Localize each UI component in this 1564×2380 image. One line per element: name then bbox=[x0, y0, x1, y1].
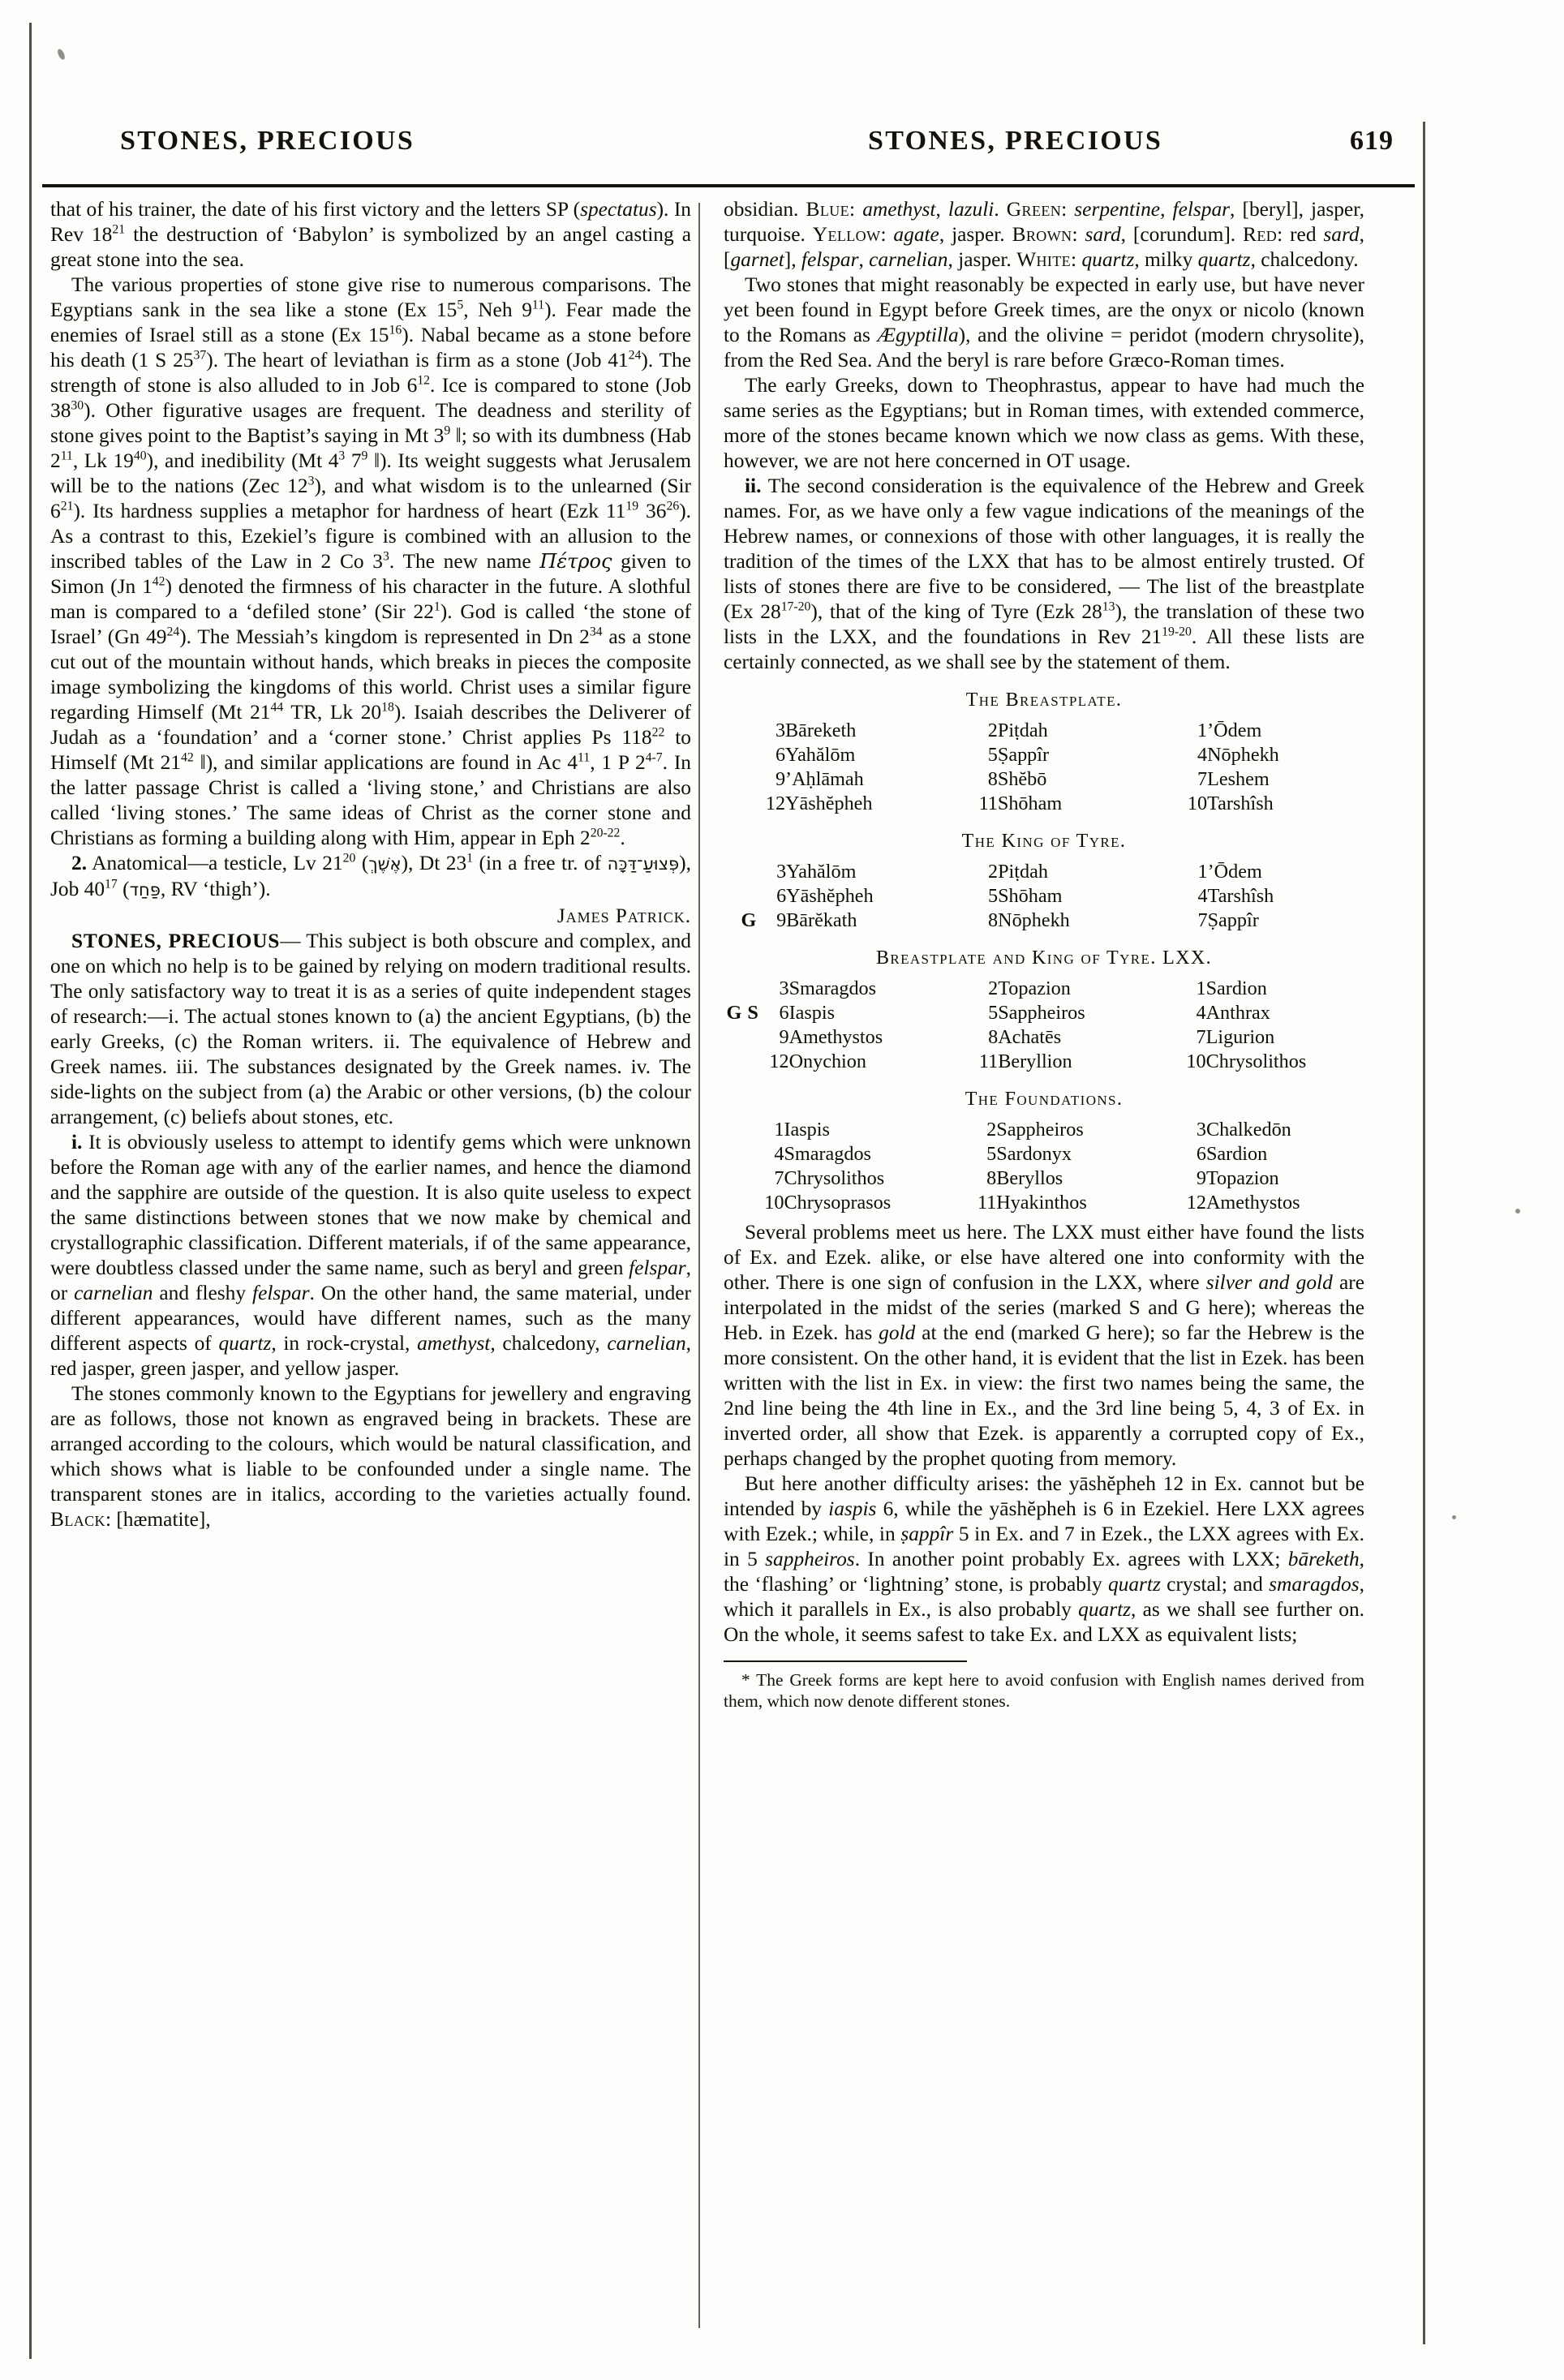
stone-table bbox=[724, 946, 1364, 1074]
stone-name: Ṣappîr bbox=[1207, 909, 1259, 931]
stone-marker bbox=[724, 1118, 754, 1142]
stone-name: Amethystos bbox=[1205, 1192, 1300, 1214]
stone-name: Sardonyx bbox=[996, 1143, 1072, 1165]
stone-name: Nōphekh bbox=[1207, 744, 1279, 766]
stone-index: 6 bbox=[779, 1002, 789, 1024]
table-row bbox=[724, 1166, 1364, 1191]
stone-name: Onychion bbox=[788, 1050, 866, 1072]
paragraph: The various properties of stone give rise to numerous comparisons. The Egyptians sank in the sea like a stone (Ex $15^5$, Neh $9^{11}$). Fear made the enemies of Israel still as a stone (Ex $15^{16}$). Nabal became as a stone before his death (1 S $25^{37}$). The heart of leviathan is firm as a stone (Job $41^{24}$). The strength of stone is also alluded to in Job $6^{12}$. Ice is compared to stone (Job $38^{30}$). Other figurative usages are frequent. The deadness and sterility of stone gives point to the Baptist’s saying in Mt $3^9$ ‖; so with its dumbness (Hab $2^{11}$, Lk $19^{40}$), and inedibility (Mt $4^3$ $7^9$ ‖). Its weight suggests what Jerusalem will be to the nations (Zec $12^3$), and what wisdom is to the unlearned (Sir $6^{21}$). Its hardness supplies a metaphor for hardness of heart (Ezk $11^{19}$ $36^{26}$). As a contrast to this, Ezekiel’s figure is combined with an allusion to the inscribed tables of the Law in 2 Co $3^3$. The new name Πέτρος given to Simon (Jn $1^{42}$) denoted the firmness of his character in the future. A slothful man is compared to a ‘defiled stone’ (Sir $22^1$). God is called ‘the stone of Israel’ (Gn $49^{24}$). The Messiah’s kingdom is represented in Dn $2^{34}$ as a stone cut out of the mountain without hands, which breaks in pieces the composite image symbolizing the kingdoms of this world. Christ uses a similar figure regarding Himself (Mt $21^{44}$ TR, Lk $20^{18}$). Isaiah describes the Deliverer of Judah as a ‘foundation’ and a ‘corner stone.’ Christ applies Ps $118^{22}$ to Himself (Mt $21^{42}$ ‖), and similar applications are found in Ac $4^{11}$, 1 P 2$^{4-7}$. In the latter passage Christ is called a ‘living stone,’ and Christians are also called ‘living stones.’ The same ideas of Christ as the corner stone and Christians as forming a building along with Him, appear in Eph 2$^{20-22}$. bbox=[50, 273, 692, 849]
stone-name: Ṣappîr bbox=[997, 744, 1050, 766]
stone-index: 12 bbox=[769, 1050, 789, 1072]
stone-marker bbox=[1146, 977, 1176, 1001]
stone-index: 2 bbox=[988, 977, 999, 999]
stone-marker bbox=[724, 1050, 758, 1074]
stone-marker: G S bbox=[726, 1002, 759, 1024]
running-head-right: STONES, PRECIOUS bbox=[868, 126, 1163, 156]
stone-name: Chalkedōn bbox=[1205, 1119, 1291, 1141]
stone-marker bbox=[936, 1191, 966, 1215]
stone-index: 1 bbox=[1197, 861, 1208, 883]
entry-paragraph: i. It is obviously useless to attempt to identify gems which were unknown before the Roman age with any of the earlier names, and hence the diamond and the sapphire are outside of the question. It is also quite useless to expect the same distinctions between stones that we now make by chemical and crystallographic classification. Different materials, if of the same appearance, were doubtless classed under the same name, such as beryl and green felspar, or carnelian and fleshy felspar. On the other hand, the same material, under different appearances, would have different names, such as the many different aspects of quartz, in rock-crystal, amethyst, chalcedony, carnelian, red jasper, green jasper, and yellow jasper. bbox=[50, 1131, 691, 1380]
stone-marker bbox=[936, 719, 967, 743]
page-number: 619 bbox=[1350, 126, 1394, 156]
table-row bbox=[724, 743, 1364, 767]
entry-title: STONES, PRECIOUS bbox=[71, 930, 281, 952]
stone-marker bbox=[724, 1025, 758, 1050]
stone-marker bbox=[936, 1118, 966, 1142]
stone-name: Tarshîsh bbox=[1207, 793, 1274, 814]
stone-name: Yahălōm bbox=[786, 861, 857, 883]
stone-index: 6 bbox=[1196, 1143, 1206, 1165]
stone-index: 2 bbox=[988, 861, 999, 883]
stone-index: 9 bbox=[1196, 1167, 1206, 1189]
stone-index: 5 bbox=[988, 1002, 999, 1024]
stone-name: Amethystos bbox=[788, 1026, 883, 1048]
entry-paragraph bbox=[50, 929, 691, 1130]
stone-table-title: The Foundations. bbox=[965, 1089, 1124, 1110]
stone-marker bbox=[936, 743, 967, 767]
stone-name: Achatēs bbox=[998, 1026, 1062, 1048]
paragraph: 2. Anatomical—a testicle, Lv $21^{20}$ (אֶשֶׁךְ), Dt $23^1$ (in a free tr. of פְּצוּעַ־דַּכָּה), Job $40^{17}$ (פַּחַד, RV ‘thigh’). bbox=[50, 851, 691, 900]
stone-marker: G bbox=[741, 909, 757, 931]
stone-marker bbox=[937, 860, 968, 884]
stone-name: Shĕbō bbox=[997, 768, 1047, 790]
stone-index: 9 bbox=[779, 1026, 789, 1048]
table-row bbox=[724, 1118, 1364, 1142]
stone-table-grid bbox=[724, 860, 1364, 933]
page-border-left bbox=[29, 23, 32, 2359]
stone-table-title: Breastplate and King of Tyre. LXX. bbox=[875, 947, 1213, 969]
stone-index: 7 bbox=[1197, 909, 1208, 931]
stone-name: Yāshĕpheh bbox=[786, 885, 874, 907]
stone-marker bbox=[1147, 909, 1178, 933]
stone-index: 1 bbox=[1196, 977, 1206, 999]
table-row bbox=[724, 1191, 1364, 1215]
stone-table-grid bbox=[724, 1118, 1364, 1215]
table-row bbox=[724, 719, 1364, 743]
page-border-right bbox=[1423, 122, 1425, 2344]
scan-speck bbox=[1515, 1209, 1520, 1214]
stone-name: Yahălōm bbox=[785, 744, 856, 766]
stone-index: 4 bbox=[1196, 1002, 1206, 1024]
stone-marker bbox=[724, 860, 757, 884]
stone-name: Leshem bbox=[1207, 768, 1270, 790]
paragraph: The early Greeks, down to Theophrastus, appear to have had much the same series as the Egyptians; but in Roman times, with extended commerce, more of the stones became known which we now class as gems. With these, however, we are not here concerned in OT usage. bbox=[724, 374, 1364, 472]
stone-index: 11 bbox=[977, 1192, 997, 1214]
table-row bbox=[724, 1050, 1364, 1074]
stone-index: 4 bbox=[774, 1143, 784, 1165]
stone-index: 7 bbox=[1196, 1026, 1206, 1048]
stone-name: Smaragdos bbox=[788, 977, 877, 999]
left-column bbox=[50, 197, 691, 1532]
table-row bbox=[724, 1025, 1364, 1050]
stone-index: 11 bbox=[978, 793, 998, 814]
stone-marker bbox=[936, 1142, 966, 1166]
table-row bbox=[724, 1001, 1364, 1025]
stone-index: 10 bbox=[1187, 793, 1208, 814]
stone-name: Hyakinthos bbox=[996, 1192, 1087, 1214]
stone-index: 4 bbox=[1197, 744, 1208, 766]
paragraph: Two stones that might reasonably be expected in early use, but have never yet been found in Egypt before Greek times, are the onyx or nicolo (known to the Romans as Ægyptilla), and the olivine = peridot (modern chrysolite), from the Red Sea. And the beryl is rare before Græco-Roman times. bbox=[724, 273, 1364, 372]
right-column bbox=[724, 197, 1364, 1712]
entry-body: — This subject is both obscure and complex, and one on which no help is to be gained by relying on modern traditional results. The only satisfactory way to treat it is as a series of quite independent stages of research:—i. The actual stones known to (a) the ancient Egyptians, (b) the early Greeks, (c) the Roman writers. ii. The equivalence of Hebrew and Greek names. iii. The substances designated by the Greek names. iv. The side-lights on the subject from (a) the Arabic or other versions, (b) the colour arrangement, (c) beliefs about stones, etc. bbox=[50, 930, 691, 1128]
stone-name: Nōphekh bbox=[998, 909, 1070, 931]
stone-marker bbox=[724, 719, 754, 743]
stone-table bbox=[724, 1087, 1364, 1215]
stone-marker bbox=[724, 1142, 754, 1166]
author-signature: James Patrick. bbox=[556, 905, 691, 927]
stone-marker bbox=[1145, 1166, 1175, 1191]
table-row bbox=[724, 1142, 1364, 1166]
stone-marker bbox=[939, 1050, 969, 1074]
stone-table-title: The King of Tyre. bbox=[961, 831, 1127, 852]
stone-name: Ligurion bbox=[1205, 1026, 1275, 1048]
footnote-rule bbox=[724, 1660, 967, 1662]
stone-marker bbox=[1145, 1142, 1175, 1166]
stone-marker bbox=[1145, 1118, 1175, 1142]
stone-name: Beryllion bbox=[998, 1050, 1072, 1072]
stone-name: Smaragdos bbox=[784, 1143, 871, 1165]
stone-index: 12 bbox=[1186, 1192, 1206, 1214]
stone-name: Bāreketh bbox=[785, 720, 857, 741]
stone-index: 1 bbox=[1197, 720, 1208, 741]
stone-index: 3 bbox=[1196, 1119, 1206, 1141]
table-row bbox=[724, 884, 1364, 909]
stone-marker bbox=[937, 884, 968, 909]
stone-marker bbox=[724, 1166, 754, 1191]
stone-name: Bārĕkath bbox=[786, 909, 857, 931]
stone-table-grid bbox=[724, 977, 1364, 1074]
stone-name: Yāshĕpheh bbox=[785, 793, 873, 814]
stone-marker bbox=[1146, 1001, 1176, 1025]
stone-marker bbox=[1145, 767, 1176, 792]
table-row bbox=[724, 767, 1364, 792]
stone-table-title: The Breastplate. bbox=[965, 690, 1123, 711]
stone-index: 7 bbox=[1197, 768, 1208, 790]
stone-index: 10 bbox=[764, 1192, 784, 1214]
stone-index: 5 bbox=[986, 1143, 997, 1165]
scan-speck bbox=[56, 48, 66, 61]
stone-index: 3 bbox=[779, 977, 789, 999]
stone-marker bbox=[724, 767, 754, 792]
stone-table-grid bbox=[724, 719, 1364, 816]
stone-index: 3 bbox=[775, 720, 786, 741]
stone-marker bbox=[936, 767, 967, 792]
paragraph: that of his trainer, the date of his first victory and the letters SP (spectatus). In Rev $18^{21}$ the destruction of ‘Babylon’ is symbolized by an angel casting a great stone into the sea. bbox=[50, 198, 691, 271]
stone-name: Beryllos bbox=[996, 1167, 1063, 1189]
stone-marker bbox=[1145, 719, 1176, 743]
stone-name: Piṭdah bbox=[998, 861, 1048, 883]
stone-marker bbox=[1145, 743, 1176, 767]
stone-index: 8 bbox=[988, 909, 999, 931]
stone-index: 3 bbox=[776, 861, 787, 883]
stone-name: Sappheiros bbox=[998, 1002, 1085, 1024]
stone-marker bbox=[1145, 1191, 1175, 1215]
paragraph: But here another difficulty arises: the yāshĕpheh 12 in Ex. cannot but be intended by iaspis 6, while the yāshĕpheh is 6 in Ezekiel. Here LXX agrees with Ezek.; while, in ṣappîr 5 in Ex. and 7 in Ezek., the LXX agrees with Ex. in 5 sappheiros. In another point probably Ex. agrees with LXX; bāreketh, the ‘flashing’ or ‘lightning’ stone, is probably quartz crystal; and smaragdos, which it parallels in Ex., is also probably quartz, as we shall see further on. On the whole, it seems safest to take Ex. and LXX as equivalent lists; bbox=[724, 1472, 1365, 1646]
stone-index: 4 bbox=[1197, 885, 1208, 907]
stone-name: Sardion bbox=[1205, 1143, 1268, 1165]
stone-name: ’Ōdem bbox=[1207, 861, 1262, 883]
stone-name: Topazion bbox=[998, 977, 1071, 999]
footnote-text: * The Greek forms are kept here to avoid confusion with English names derived from them, which now denote different stones. bbox=[724, 1670, 1364, 1712]
stone-marker bbox=[724, 884, 757, 909]
stone-index: 8 bbox=[987, 768, 998, 790]
stone-marker bbox=[724, 1191, 754, 1215]
stone-index: 6 bbox=[775, 744, 786, 766]
stone-name: Chrysolithos bbox=[1205, 1050, 1307, 1072]
stone-marker bbox=[937, 909, 968, 933]
stone-marker bbox=[939, 977, 969, 1001]
table-row bbox=[724, 909, 1364, 933]
column-divider bbox=[698, 203, 700, 2328]
stone-marker bbox=[1147, 884, 1178, 909]
stone-index: 8 bbox=[986, 1167, 997, 1189]
table-row bbox=[724, 860, 1364, 884]
stone-index: 5 bbox=[988, 885, 999, 907]
stone-index: 5 bbox=[987, 744, 998, 766]
stone-marker bbox=[1146, 1025, 1176, 1050]
paragraph: Several problems meet us here. The LXX must either have found the lists of Ex. and Ezek. alike, or else have altered one into conformity with the other. There is one sign of confusion in the LXX, where silver and gold are interpolated in the midst of the series (marked S and G here); whereas the Heb. in Ezek. has gold at the end (marked G here); so far the Hebrew is the more consistent. On the other hand, it is evident that the list in Ezek. has been written with the list in Ex. in view: the first two names being the same, the 2nd line being the 4th line in Ex., and the 3rd line being 5, 4, 3 of Ex. in inverted order, all show that Ezek. is apparently a corrupted copy of Ex., perhaps changed by the prophet quoting from memory. bbox=[724, 1221, 1364, 1470]
stone-index: 12 bbox=[765, 793, 786, 814]
footnote bbox=[724, 1669, 1364, 1712]
stone-lists bbox=[724, 688, 1364, 1215]
stone-index: 8 bbox=[988, 1026, 999, 1048]
stone-index: 11 bbox=[978, 1050, 999, 1072]
stone-marker bbox=[724, 977, 758, 1001]
stone-index: 1 bbox=[774, 1119, 784, 1141]
stone-name: Anthrax bbox=[1205, 1002, 1270, 1024]
stone-name: Topazion bbox=[1205, 1167, 1279, 1189]
stone-name: Chrysolithos bbox=[784, 1167, 885, 1189]
stone-marker bbox=[1147, 860, 1178, 884]
table-row bbox=[724, 792, 1364, 816]
stone-name: Chrysoprasos bbox=[784, 1192, 892, 1214]
stone-table bbox=[724, 688, 1364, 816]
stone-name: Piṭdah bbox=[997, 720, 1048, 741]
stone-index: 2 bbox=[986, 1119, 997, 1141]
entry-paragraph: The stones commonly known to the Egyptians for jewellery and engraving are as follows, those not known as engraved being in brackets. These are arranged according to the colours, which would be natural classification, and which shows what is liable to be confounded under a single name. The transparent stones are in italics, according to the varieties actually found. Black: [hæmatite], bbox=[50, 1382, 691, 1531]
stone-index: 6 bbox=[776, 885, 787, 907]
stone-marker bbox=[936, 792, 967, 816]
stone-index: 9 bbox=[775, 768, 786, 790]
stone-name: Iaspis bbox=[788, 1002, 836, 1024]
stone-name: Shōham bbox=[997, 793, 1063, 814]
stone-marker bbox=[1145, 792, 1176, 816]
running-head bbox=[57, 126, 1428, 176]
table-row bbox=[724, 977, 1364, 1001]
stone-name: ’Ōdem bbox=[1207, 720, 1262, 741]
stone-table bbox=[724, 829, 1364, 933]
stone-marker bbox=[1146, 1050, 1176, 1074]
scan-speck bbox=[1452, 1515, 1456, 1519]
stone-index: 2 bbox=[987, 720, 998, 741]
stone-marker bbox=[724, 743, 754, 767]
head-rule bbox=[42, 184, 1415, 187]
stone-marker bbox=[939, 1001, 969, 1025]
stone-marker bbox=[936, 1166, 966, 1191]
stone-name: Shōham bbox=[998, 885, 1063, 907]
stone-index: 9 bbox=[776, 909, 787, 931]
paragraph: obsidian. Blue: amethyst, lazuli. Green: serpentine, felspar, [beryl], jasper, turquoise. Yellow: agate, jasper. Brown: sard, [corundum]. Red: red sard, [garnet], felspar, carnelian, jasper. White: quartz, milky quartz, chalcedony. bbox=[724, 198, 1364, 271]
stone-marker bbox=[939, 1025, 969, 1050]
stone-marker bbox=[724, 792, 754, 816]
stone-name: Sappheiros bbox=[996, 1119, 1084, 1141]
stone-index: 10 bbox=[1186, 1050, 1206, 1072]
stone-name: Tarshîsh bbox=[1207, 885, 1274, 907]
paragraph: ii. The second consideration is the equivalence of the Hebrew and Greek names. For, as we have only a few vague indications of the meanings of the Hebrew names, or connexions of those with other languages, it is really the tradition of the times of the LXX that has to be almost entirely trusted. Of lists of stones there are five to be considered, — The list of the breastplate (Ex 28$^{17-20}$), that of the king of Tyre (Ezk $28^{13}$), the translation of these two lists in the LXX, and the foundations in Rev 21$^{19-20}$. All these lists are certainly connected, as we shall see by the statement of them. bbox=[724, 475, 1365, 673]
stone-name: Sardion bbox=[1205, 977, 1267, 999]
stone-index: 7 bbox=[774, 1167, 784, 1189]
stone-name: Iaspis bbox=[784, 1119, 830, 1141]
stone-name: ’Aḥlāmah bbox=[785, 768, 864, 790]
running-head-left: STONES, PRECIOUS bbox=[120, 126, 415, 156]
